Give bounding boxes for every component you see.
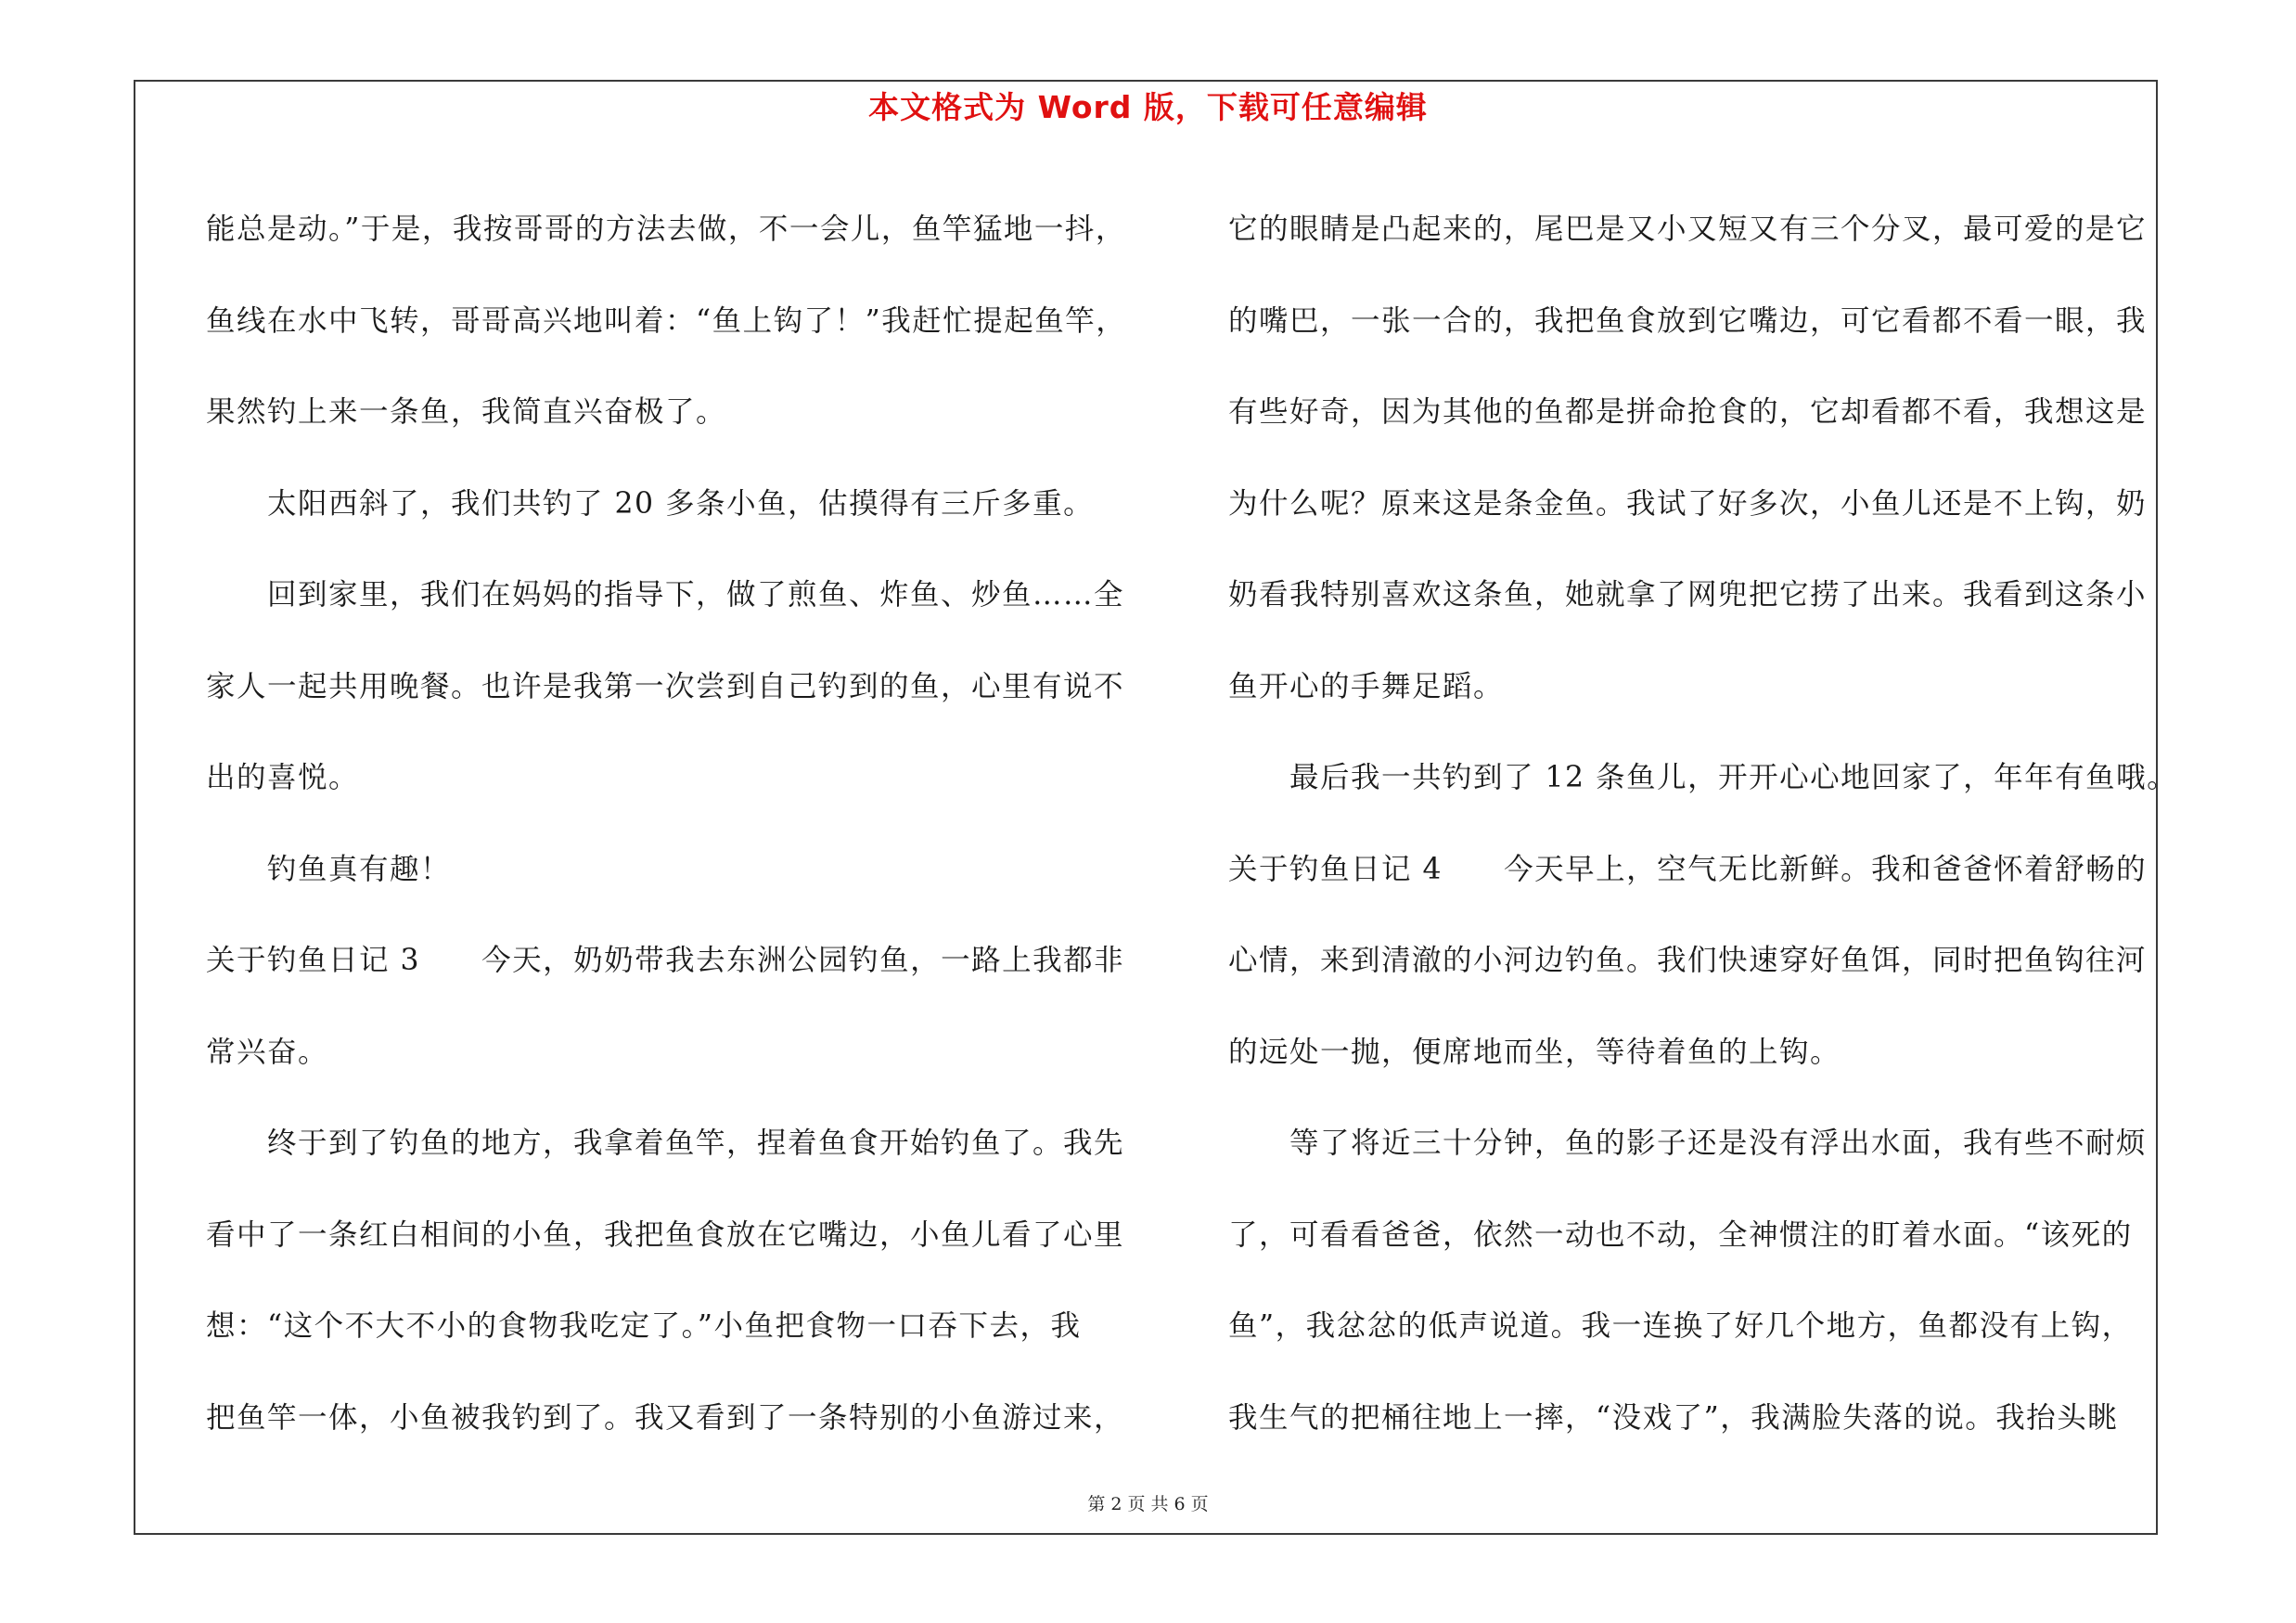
text-line bbox=[1228, 1372, 2165, 1464]
text-line bbox=[206, 824, 1143, 916]
line-text: 常兴奋。 bbox=[206, 1035, 329, 1069]
section-heading: 关于钓鱼日记 4 bbox=[1228, 852, 1443, 886]
line-text: 今天，奶奶带我去东洲公园钓鱼，一路上我都非 bbox=[481, 944, 1125, 977]
text-line bbox=[1228, 458, 2165, 550]
text-line bbox=[206, 549, 1143, 641]
text-line bbox=[1228, 641, 2165, 733]
line-text: 家人一起共用晚餐。也许是我第一次尝到自己钓到的鱼，心里有说不 bbox=[206, 669, 1125, 703]
text-line bbox=[1228, 549, 2165, 641]
text-line bbox=[206, 641, 1143, 733]
line-text: 为什么呢？原来这是条金鱼。我试了好多次，小鱼儿还是不上钩，奶 bbox=[1228, 486, 2148, 521]
line-text: 看中了一条红白相间的小鱼，我把鱼食放在它嘴边，小鱼儿看了心里 bbox=[206, 1217, 1125, 1252]
section-heading-line bbox=[1228, 824, 2165, 916]
line-text: 有些好奇，因为其他的鱼都是拼命抢食的，它却看都不看，我想这是 bbox=[1228, 395, 2148, 429]
text-line bbox=[1228, 1190, 2165, 1282]
line-text: 钓鱼真有趣！ bbox=[267, 852, 452, 886]
line-text: 它的眼睛是凸起来的，尾巴是又小又短又有三个分叉，最可爱的是它 bbox=[1228, 213, 2148, 246]
text-line bbox=[206, 1281, 1143, 1372]
text-line bbox=[206, 1372, 1143, 1464]
text-line bbox=[1228, 184, 2165, 276]
line-text: 出的喜悦。 bbox=[206, 761, 360, 794]
text-line bbox=[206, 1098, 1143, 1190]
text-line bbox=[206, 1007, 1143, 1099]
line-text: 我生气的把桶往地上一摔，“没戏了”，我满脸失落的说。我抬头眺 bbox=[1228, 1400, 2119, 1435]
text-line bbox=[206, 276, 1143, 367]
text-line bbox=[1228, 915, 2165, 1007]
line-text: 鱼线在水中飞转，哥哥高兴地叫着：“鱼上钩了！”我赶忙提起鱼竿， bbox=[206, 303, 1127, 338]
line-text: 今天早上，空气无比新鲜。我和爸爸怀着舒畅的 bbox=[1504, 852, 2148, 886]
text-line bbox=[206, 458, 1143, 550]
page-number-footer: 第 2 页 共 6 页 bbox=[1087, 1494, 1209, 1514]
line-text: 鱼开心的手舞足蹈。 bbox=[1228, 669, 1505, 703]
line-text: 回到家里，我们在妈妈的指导下，做了煎鱼、炸鱼、炒鱼……全 bbox=[267, 578, 1125, 612]
line-text: 想：“这个不大不小的食物我吃定了。”小鱼把食物一口吞下去，我 bbox=[206, 1309, 1082, 1343]
text-line bbox=[1228, 367, 2165, 458]
left-text-column bbox=[206, 184, 1143, 1463]
line-text: 的远处一抛，便席地而坐，等待着鱼的上钩。 bbox=[1228, 1035, 1841, 1069]
right-text-column bbox=[1228, 184, 2178, 1463]
text-line bbox=[1228, 276, 2165, 367]
text-line bbox=[206, 184, 1143, 276]
line-text: 了，可看看爸爸，依然一动也不动，全神惯注的盯着水面。“该死的 bbox=[1228, 1217, 2133, 1252]
format-notice-banner: 本文格式为 Word 版，下载可任意编辑 bbox=[868, 89, 1428, 125]
line-text: 最后我一共钓到了 12 条鱼儿，开开心心地回家了，年年有鱼哦。 bbox=[1289, 761, 2178, 794]
line-text: 心情，来到清澈的小河边钓鱼。我们快速穿好鱼饵，同时把鱼钩往河 bbox=[1228, 944, 2148, 977]
section-heading-line bbox=[206, 915, 1143, 1007]
line-text: 鱼”，我忿忿的低声说道。我一连换了好几个地方，鱼都没有上钩， bbox=[1228, 1309, 2133, 1343]
line-text: 等了将近三十分钟，鱼的影子还是没有浮出水面，我有些不耐烦 bbox=[1289, 1127, 2148, 1160]
line-text: 能总是动。”于是，我按哥哥的方法去做，不一会儿，鱼竿猛地一抖， bbox=[206, 213, 1126, 246]
text-line bbox=[1228, 1281, 2165, 1372]
line-text: 终于到了钓鱼的地方，我拿着鱼竿，捏着鱼食开始钓鱼了。我先 bbox=[267, 1127, 1125, 1160]
text-line bbox=[1228, 1098, 2165, 1190]
line-text: 的嘴巴，一张一合的，我把鱼食放到它嘴边，可它看都不看一眼，我 bbox=[1228, 303, 2148, 338]
line-text: 把鱼竿一体，小鱼被我钓到了。我又看到了一条特别的小鱼游过来， bbox=[206, 1400, 1125, 1435]
line-text: 果然钓上来一条鱼，我简直兴奋极了。 bbox=[206, 395, 727, 429]
text-line bbox=[1228, 1007, 2165, 1099]
section-heading: 关于钓鱼日记 3 bbox=[206, 944, 421, 977]
text-line bbox=[1228, 732, 2178, 824]
text-line bbox=[206, 732, 1143, 824]
text-line bbox=[206, 367, 1143, 458]
line-text: 太阳西斜了，我们共钓了 20 多条小鱼，估摸得有三斤多重。 bbox=[267, 486, 1095, 521]
line-text: 奶看我特别喜欢这条鱼，她就拿了网兜把它捞了出来。我看到这条小 bbox=[1228, 578, 2148, 612]
text-line bbox=[206, 1190, 1143, 1282]
